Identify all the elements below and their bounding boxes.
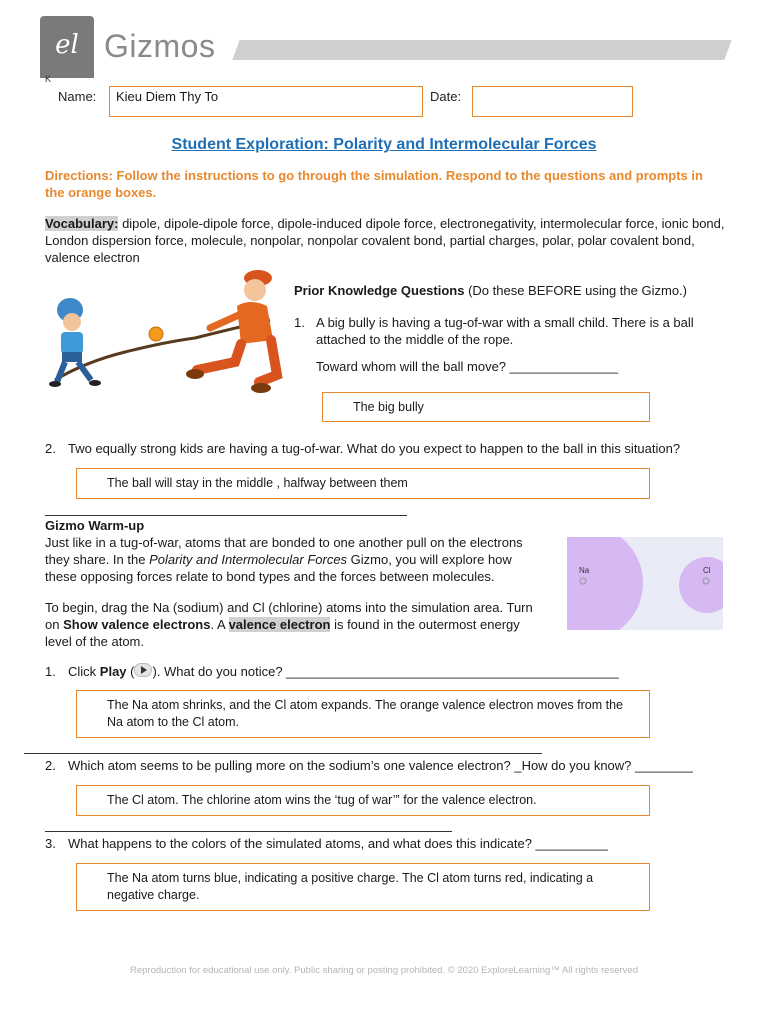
q2-text: Two equally strong kids are having a tug-of-war. What do you expect to happen to the ball in this situation? [68,441,681,456]
name-label: Name: [58,89,97,104]
divider [45,831,452,832]
wq1-number: 1. [45,664,56,679]
corner-mark: K [45,74,52,84]
cl-label: Cl [703,566,711,575]
vocabulary-terms: dipole, dipole-dipole force, dipole-induced dipole force, electronegativity, intermolecular force, ionic bond, London dispersion force, molecule, nonpolar, nonpolar covalent bond, partial charges, polar, polar covalent bond, valence electron [45,216,725,265]
name-field[interactable]: Kieu Diem Thy To [109,86,423,117]
warmup-paragraph-1: Just like in a tug-of-war, atoms that are bonded to one another pull on the electrons they share. In the Polarity and Intermolecular Forces Gizmo, you will explore how these opposing forces relate to bond types and the forces between molecules. [45,535,523,584]
explorelearning-logo: el [40,16,94,78]
q2-number: 2. [45,441,56,456]
wq2-number: 2. [45,758,56,773]
wq1-answer-box[interactable]: The Na atom shrinks, and the Cl atom expands. The orange valence electron moves from the Na atom to the Cl atom. [76,690,650,738]
wq1-text: Click Play ( ). What do you notice? ______________________________________________ [68,664,619,679]
page-title: Student Exploration: Polarity and Intermolecular Forces [171,136,597,153]
header-bar [232,40,731,60]
date-field[interactable] [472,86,633,117]
q2-answer-box[interactable]: The ball will stay in the middle , halfway between them [76,468,650,499]
q1-number: 1. [294,315,305,330]
q1-answer-box[interactable]: The big bully [322,392,650,422]
q1-text: A big bully is having a tug-of-war with a small child. There is a ball attached to the middle of the rope. [316,315,694,347]
na-atom [567,537,643,630]
vocabulary [45,215,735,266]
wq3-text: What happens to the colors of the simulated atoms, and what does this indicate? __________ [68,836,608,851]
wq3-answer-box[interactable]: The Na atom turns blue, indicating a positive charge. The Cl atom turns red, indicating a negative charge. [76,863,650,911]
warmup-heading: Gizmo Warm-up [45,518,145,533]
q1-prompt: Toward whom will the ball move? _______________ [316,359,619,374]
na-label: Na [579,566,590,575]
wq2-answer-box[interactable]: The Cl atom. The chlorine atom wins the ‘tug of war’” for the valence electron. [76,785,650,816]
vocabulary-label: Vocabulary: [45,216,119,231]
gizmos-brand: Gizmos [104,28,216,64]
date-label: Date: [430,89,462,104]
directions: Directions: Follow the instructions to go through the simulation. Respond to the questions and prompts in the orange boxes. [45,168,703,200]
prior-knowledge-heading: Prior Knowledge Questions (Do these BEFORE using the Gizmo.) [294,283,687,298]
warmup-paragraph-2: To begin, drag the Na (sodium) and Cl (chlorine) atoms into the simulation area. Turn on Show valence electrons. A valence electron is found in the outermost energy level of the atom. [45,600,533,649]
play-icon [134,663,152,677]
copyright-footer: Reproduction for educational use only. Public sharing or posting prohibited. © 2020 ExploreLearning™ All rights reserved [130,965,638,976]
divider [24,753,542,754]
wq2-text: Which atom seems to be pulling more on the sodium’s one valence electron? _How do you know? ________ [68,758,693,773]
tug-of-war-illustration [45,270,285,400]
wq3-number: 3. [45,836,56,851]
simulation-snapshot [567,537,723,630]
divider [45,515,407,516]
